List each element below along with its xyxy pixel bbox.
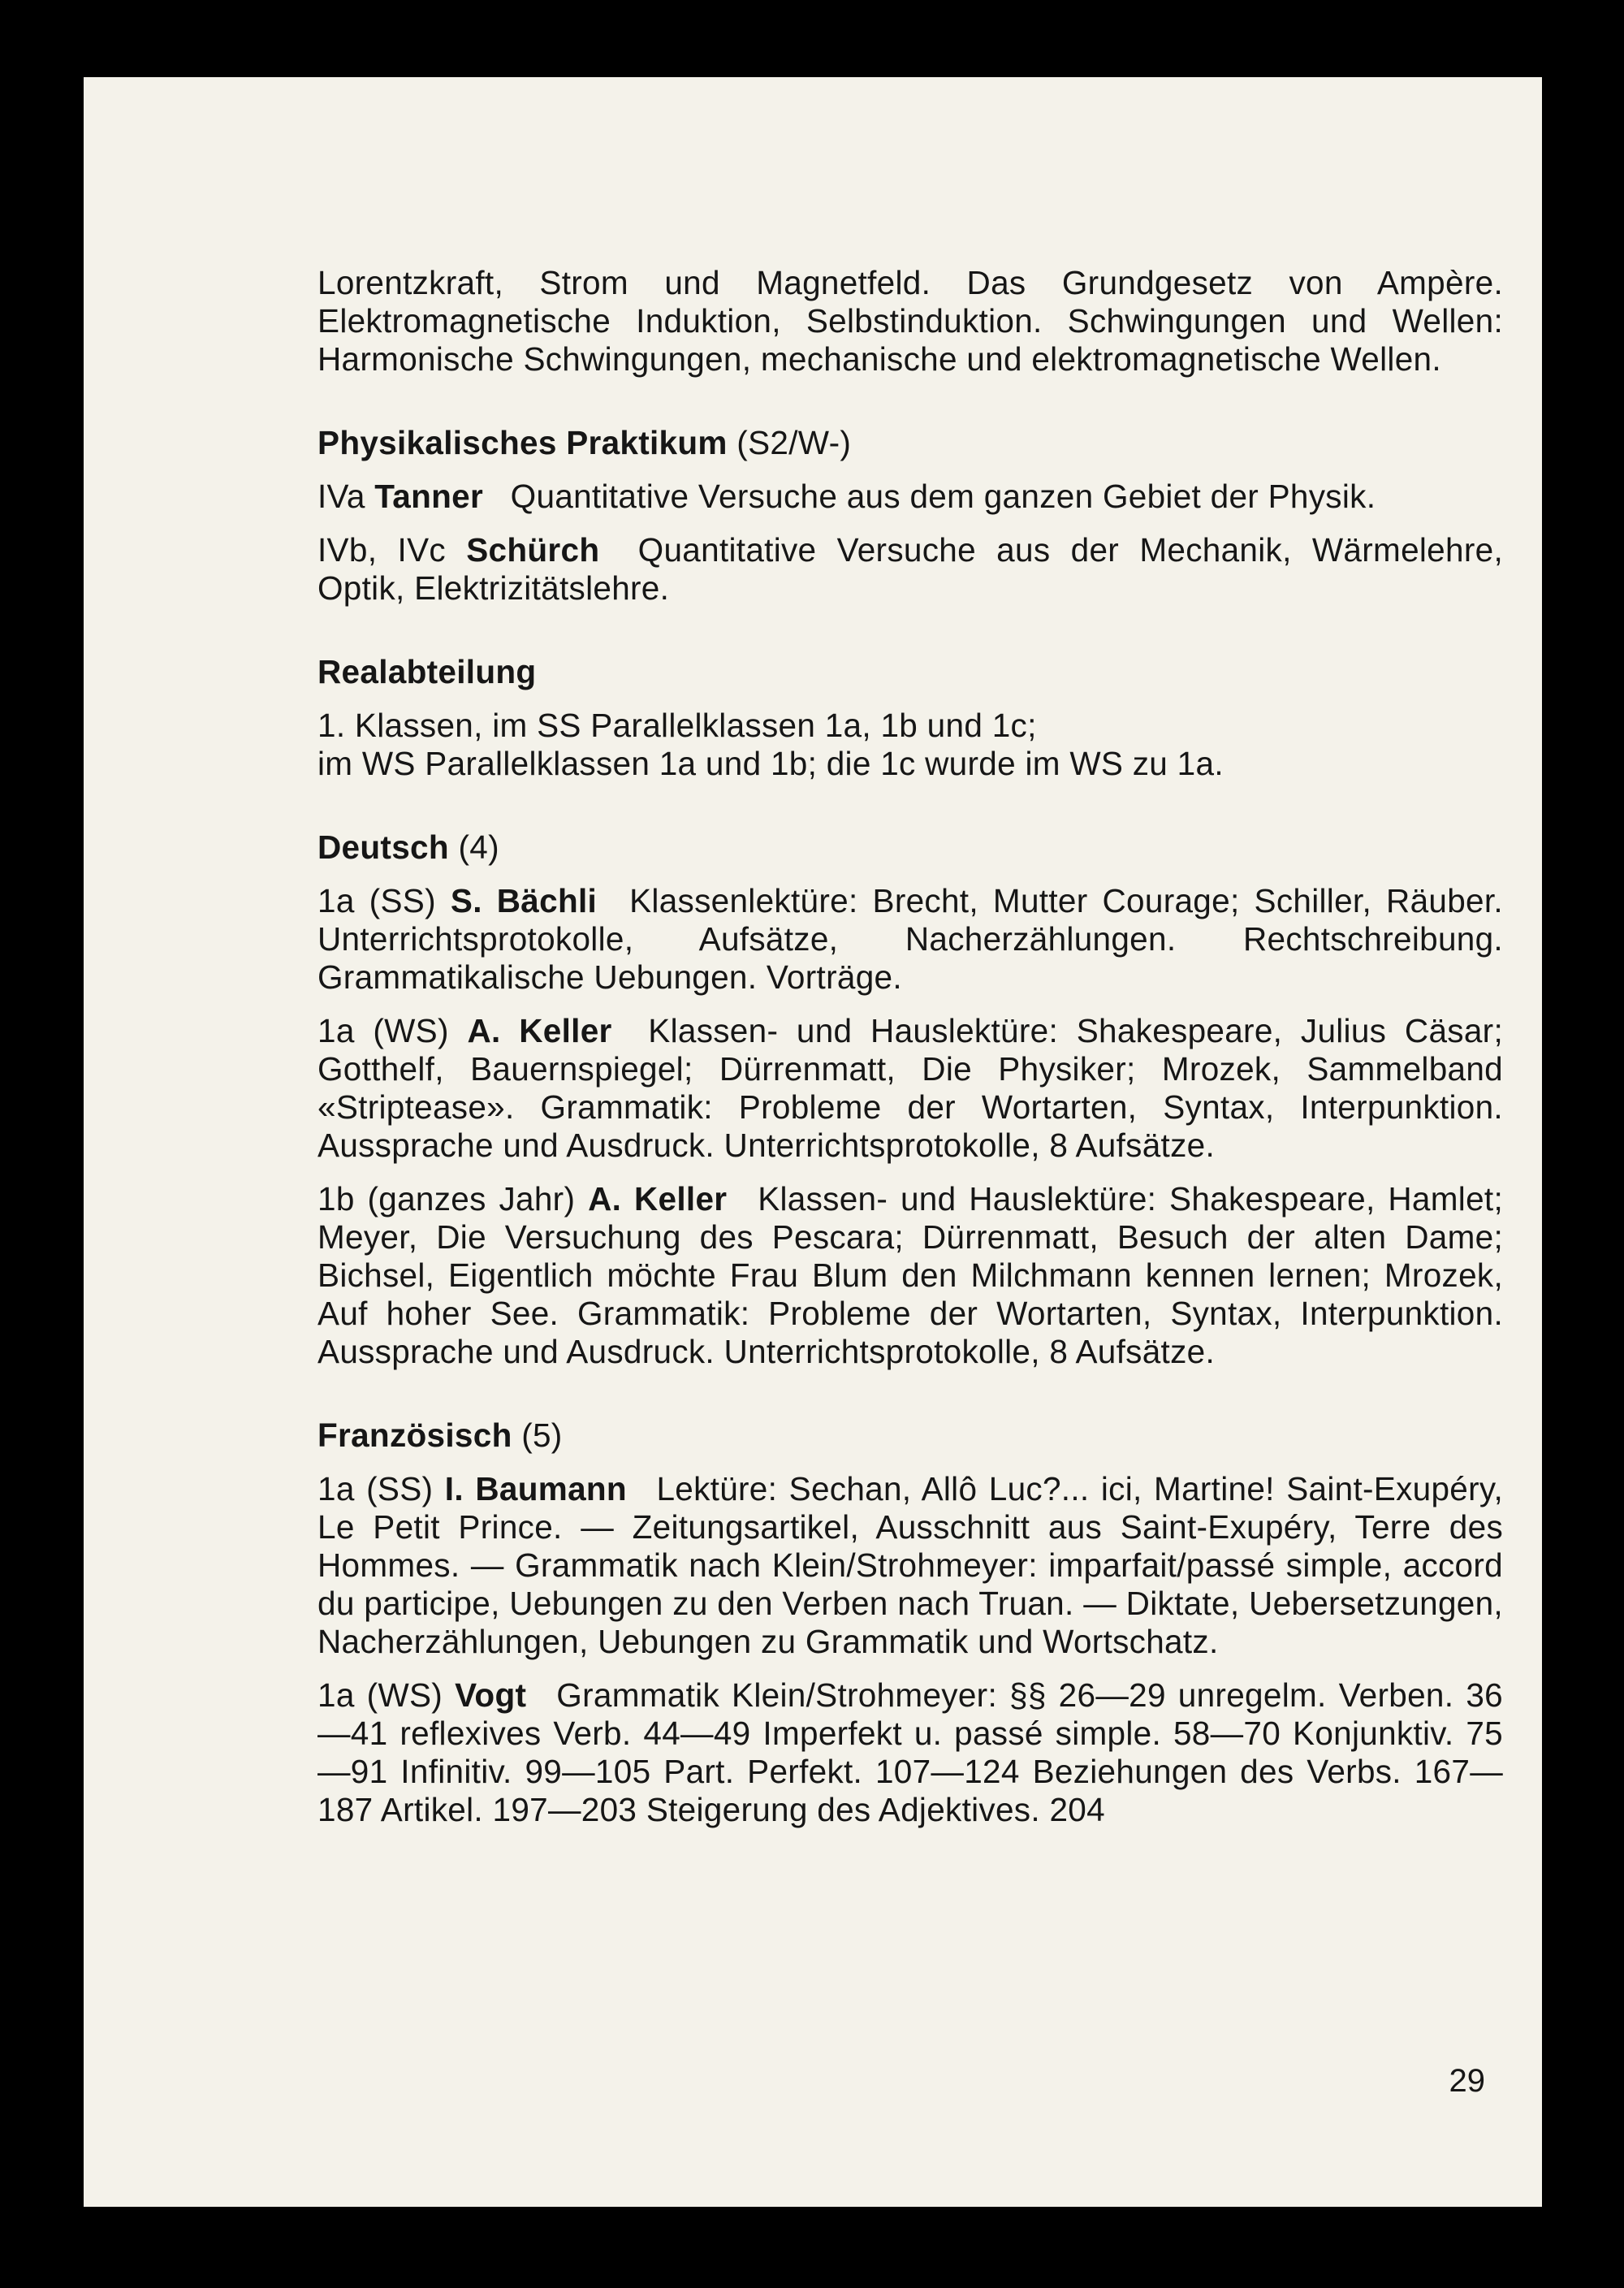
intro-paragraph: Lorentzkraft, Strom und Magnetfeld. Das Grundgesetz von Ampère. Elektromagnetische Induktion, Selbstinduktion. Schwingungen und Wellen: Harmonische Schwingungen, mechanische und elektromagnetische Wellen.: [317, 264, 1503, 378]
heading-note: (S2/W-): [736, 424, 852, 461]
section-heading-deutsch: [317, 828, 1503, 867]
heading-text: Deutsch: [317, 828, 449, 866]
document-page: [84, 77, 1542, 2207]
entry-text: Grammatik Klein/Strohmeyer: §§ 26—29 unregelm. Verben. 36—41 reflexives Verb. 44—49 Imperfekt u. passé simple. 58—70 Konjunktiv. 75—91 Infinitiv. 99—105 Part. Perfekt. 107—124 Beziehungen des Verbs. 167—187 Artikel. 197—203 Steigerung des Adjektives. 204: [317, 1676, 1503, 1828]
realabteilung-line-1: 1. Klassen, im SS Parallelklassen 1a, 1b und 1c;: [317, 707, 1037, 744]
entry-text: Quantitative Versuche aus dem ganzen Gebiet der Physik.: [510, 478, 1376, 515]
heading-text: Französisch: [317, 1416, 512, 1454]
entry-teacher: I. Baumann: [444, 1470, 627, 1507]
entry-class: IVa: [317, 478, 365, 515]
page-number: 29: [1449, 2063, 1485, 2099]
page-content: [317, 264, 1503, 1829]
entry-teacher: Tanner: [374, 478, 484, 515]
entry-teacher: A. Keller: [467, 1012, 612, 1049]
course-entry: [317, 882, 1503, 997]
entry-class: 1a (WS): [317, 1012, 449, 1049]
heading-note: (5): [521, 1416, 563, 1454]
entry-class: 1a (SS): [317, 882, 436, 919]
entry-class: 1a (WS): [317, 1676, 443, 1714]
entry-teacher: Schürch: [466, 531, 600, 569]
realabteilung-line-2: im WS Parallelklassen 1a und 1b; die 1c wurde im WS zu 1a.: [317, 745, 1224, 782]
entry-text: Klassen- und Hauslektüre: Shakespeare, Hamlet; Meyer, Die Versuchung des Pescara; Dürrenmatt, Besuch der alten Dame; Bichsel, Eigentlich möchte Frau Blum den Milchmann kennen lernen; Mrozek, Auf hoher See. Grammatik: Probleme der Wortarten, Syntax, Interpunktion. Aussprache und Ausdruck. Unterrichtsprotokolle, 8 Aufsätze.: [317, 1180, 1504, 1370]
entry-teacher: A. Keller: [588, 1180, 728, 1218]
course-entry: [317, 478, 1503, 516]
entry-text: Klassenlektüre: Brecht, Mutter Courage; Schiller, Räuber. Unterrichtsprotokolle, Aufsätze, Nacherzählungen. Rechtschreibung. Grammatikalische Uebungen. Vorträge.: [317, 882, 1503, 996]
entry-teacher: Vogt: [455, 1676, 527, 1714]
heading-note: (4): [458, 828, 499, 866]
entry-teacher: S. Bächli: [450, 882, 598, 919]
section-heading-franzoesisch: [317, 1416, 1503, 1455]
entry-text: Lektüre: Sechan, Allô Luc?... ici, Martine! Saint-Exupéry, Le Petit Prince. — Zeitungsartikel, Ausschnitt aus Saint-Exupéry, Terre des Hommes. — Grammatik nach Klein/Strohmeyer: imparfait/passé simple, accord du participe, Uebungen zu den Verben nach Truan. — Diktate, Uebersetzungen, Nacherzählungen, Uebungen zu Grammatik und Wortschatz.: [317, 1470, 1504, 1660]
entry-text: Quantitative Versuche aus der Mechanik, Wärmelehre, Optik, Elektrizitätslehre.: [317, 531, 1503, 607]
entry-class: 1b (ganzes Jahr): [317, 1180, 576, 1218]
section-heading-physik-praktikum: [317, 424, 1503, 462]
course-entry: [317, 1012, 1503, 1165]
entry-class: IVb, IVc: [317, 531, 446, 569]
entry-text: Klassen- und Hauslektüre: Shakespeare, Julius Cäsar; Gotthelf, Bauernspiegel; Dürrenmatt, Die Physiker; Mrozek, Sammelband «Striptease». Grammatik: Probleme der Wortarten, Syntax, Interpunktion. Aussprache und Ausdruck. Unterrichtsprotokolle, 8 Aufsätze.: [317, 1012, 1503, 1164]
course-entry: [317, 1676, 1503, 1829]
course-entry: [317, 1470, 1503, 1661]
heading-text: Realabteilung: [317, 653, 537, 690]
heading-text: Physikalisches Praktikum: [317, 424, 728, 461]
course-entry: [317, 1180, 1503, 1371]
entry-class: 1a (SS): [317, 1470, 434, 1507]
course-entry: [317, 531, 1503, 608]
section-heading-realabteilung: [317, 653, 1503, 691]
